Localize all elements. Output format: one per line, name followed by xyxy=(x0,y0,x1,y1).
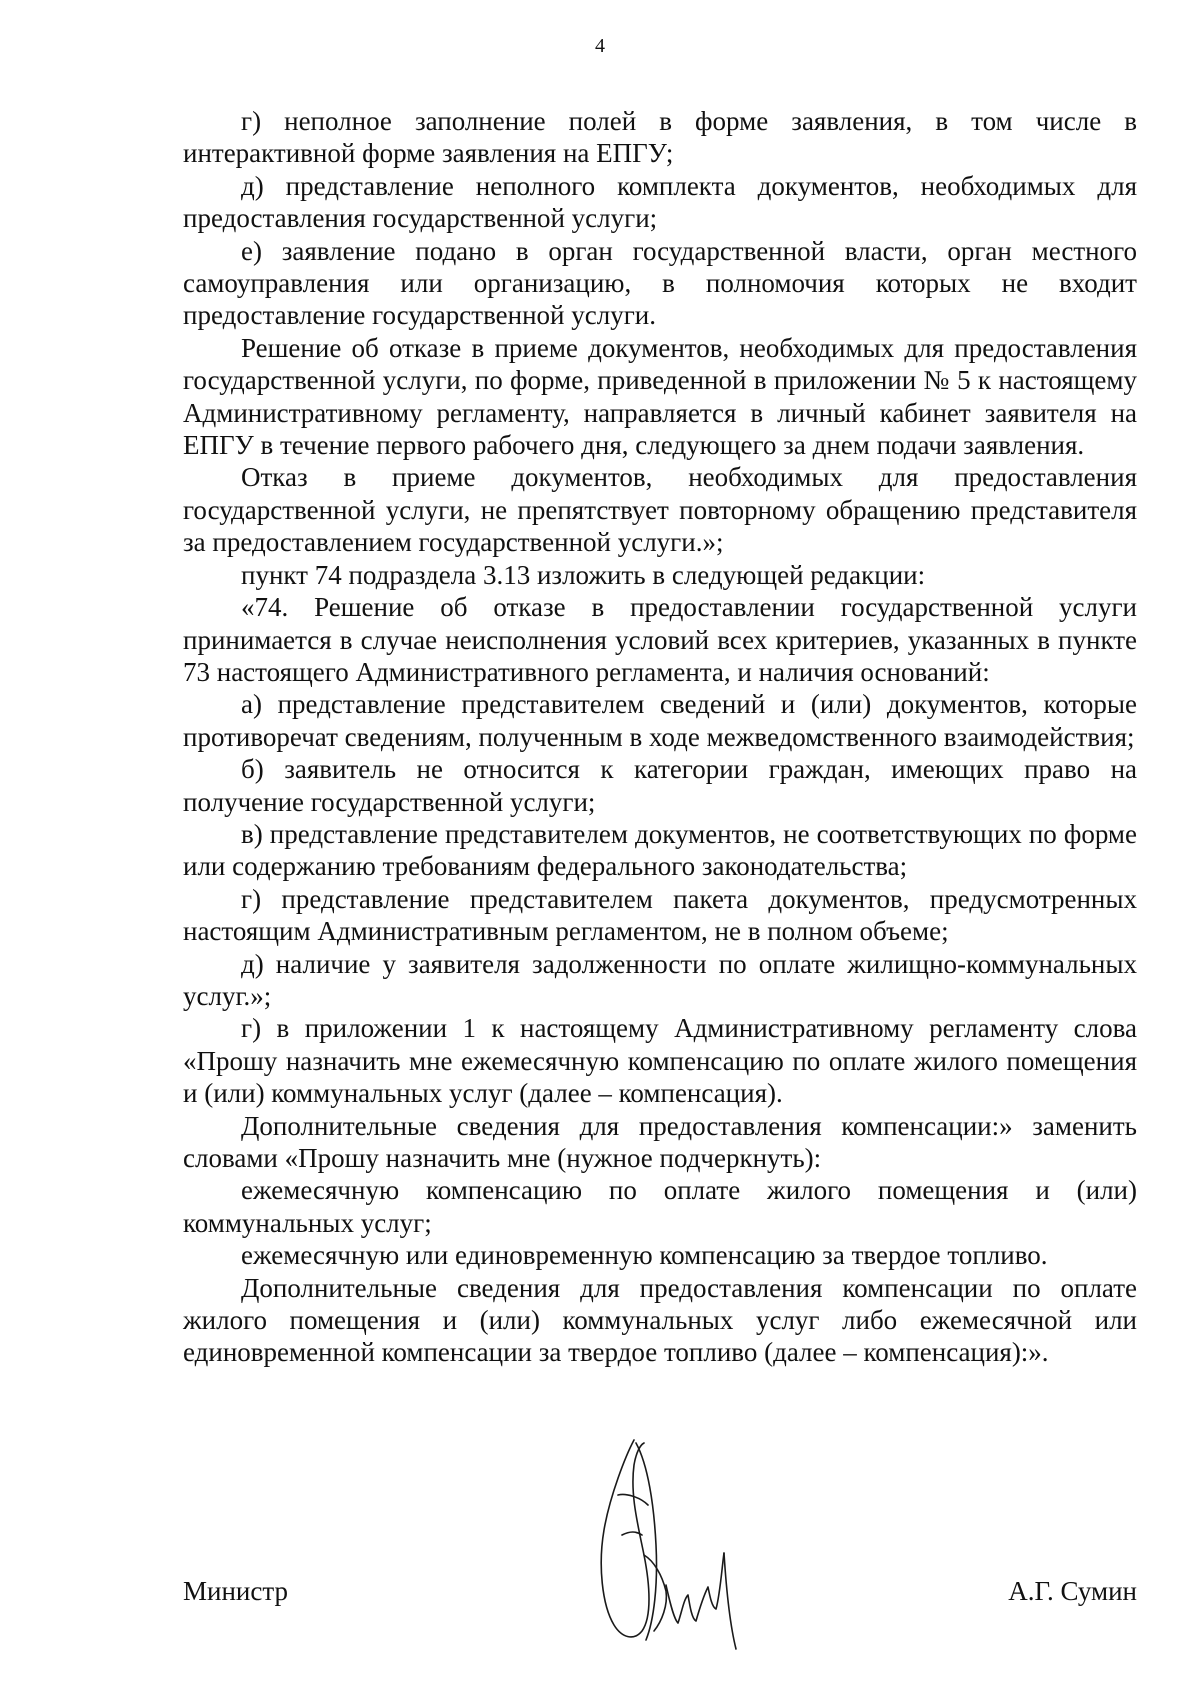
paragraph: б) заявитель не относится к категории граждан, имеющих право на получение государственной услуги; xyxy=(183,754,1137,817)
paragraph: е) заявление подано в орган государственной власти, орган местного самоуправления или организацию, в полномочия которых не входит предоставление государственной услуги. xyxy=(183,235,1137,331)
paragraph: д) представление неполного комплекта документов, необходимых для предоставления государственной услуги; xyxy=(183,170,1137,234)
page-number: 4 xyxy=(595,35,605,57)
paragraph: ежемесячную или единовременную компенсацию за твердое топливо. xyxy=(241,1240,1048,1271)
paragraph: г) в приложении 1 к настоящему Административному регламенту слова «Прошу назначить мне ежемесячную компенсацию по оплате жилого помещения и (или) коммунальных услуг (далее – компенсация). xyxy=(183,1013,1137,1109)
paragraph: г) представление представителем пакета документов, предусмотренных настоящим Административным регламентом, не в полном объеме; xyxy=(183,883,1137,947)
signer-name: А.Г. Сумин xyxy=(1008,1576,1137,1606)
paragraph: Дополнительные сведения для предоставления компенсации по оплате жилого помещения и (или) коммунальных услуг либо ежемесячной или единовременной компенсации за твердое топливо (далее – компенсация):». xyxy=(183,1272,1137,1368)
paragraph: Решение об отказе в приеме документов, необходимых для предоставления государственной услуги, по форме, приведенной в приложении № 5 к настоящему Административному регламенту, направляется в личный кабинет заявителя на ЕПГУ в течение первого рабочего дня, следующего за днем подачи заявления. xyxy=(183,332,1137,461)
paragraph: пункт 74 подраздела 3.13 изложить в следующей редакции: xyxy=(241,559,926,590)
signer-title: Министр xyxy=(183,1576,288,1606)
paragraph: Отказ в приеме документов, необходимых для предоставления государственной услуги, не препятствует повторному обращению представителя за предоставлением государственной услуги.»; xyxy=(183,462,1137,558)
document-body xyxy=(183,105,1137,1369)
paragraph: а) представление представителем сведений и (или) документов, которые противоречат сведениям, полученным в ходе межведомственного взаимодействия; xyxy=(183,689,1137,752)
paragraph: «74. Решение об отказе в предоставлении государственной услуги принимается в случае неисполнения условий всех критериев, указанных в пункте 73 настоящего Административного регламента, и наличия оснований: xyxy=(183,592,1137,687)
paragraph: в) представление представителем документов, не соответствующих по форме или содержанию требованиям федерального законодательства; xyxy=(183,818,1137,882)
paragraph: г) неполное заполнение полей в форме заявления, в том числе в интерактивной форме заявления на ЕПГУ; xyxy=(183,106,1137,169)
handwritten-signature xyxy=(596,1435,746,1650)
paragraph: Дополнительные сведения для предоставления компенсации:» заменить словами «Прошу назначить мне (нужное подчеркнуть): xyxy=(183,1110,1137,1173)
paragraph: ежемесячную компенсацию по оплате жилого помещения и (или) коммунальных услуг; xyxy=(183,1175,1137,1238)
paragraph: д) наличие у заявителя задолженности по оплате жилищно-коммунальных услуг.»; xyxy=(183,948,1137,1011)
